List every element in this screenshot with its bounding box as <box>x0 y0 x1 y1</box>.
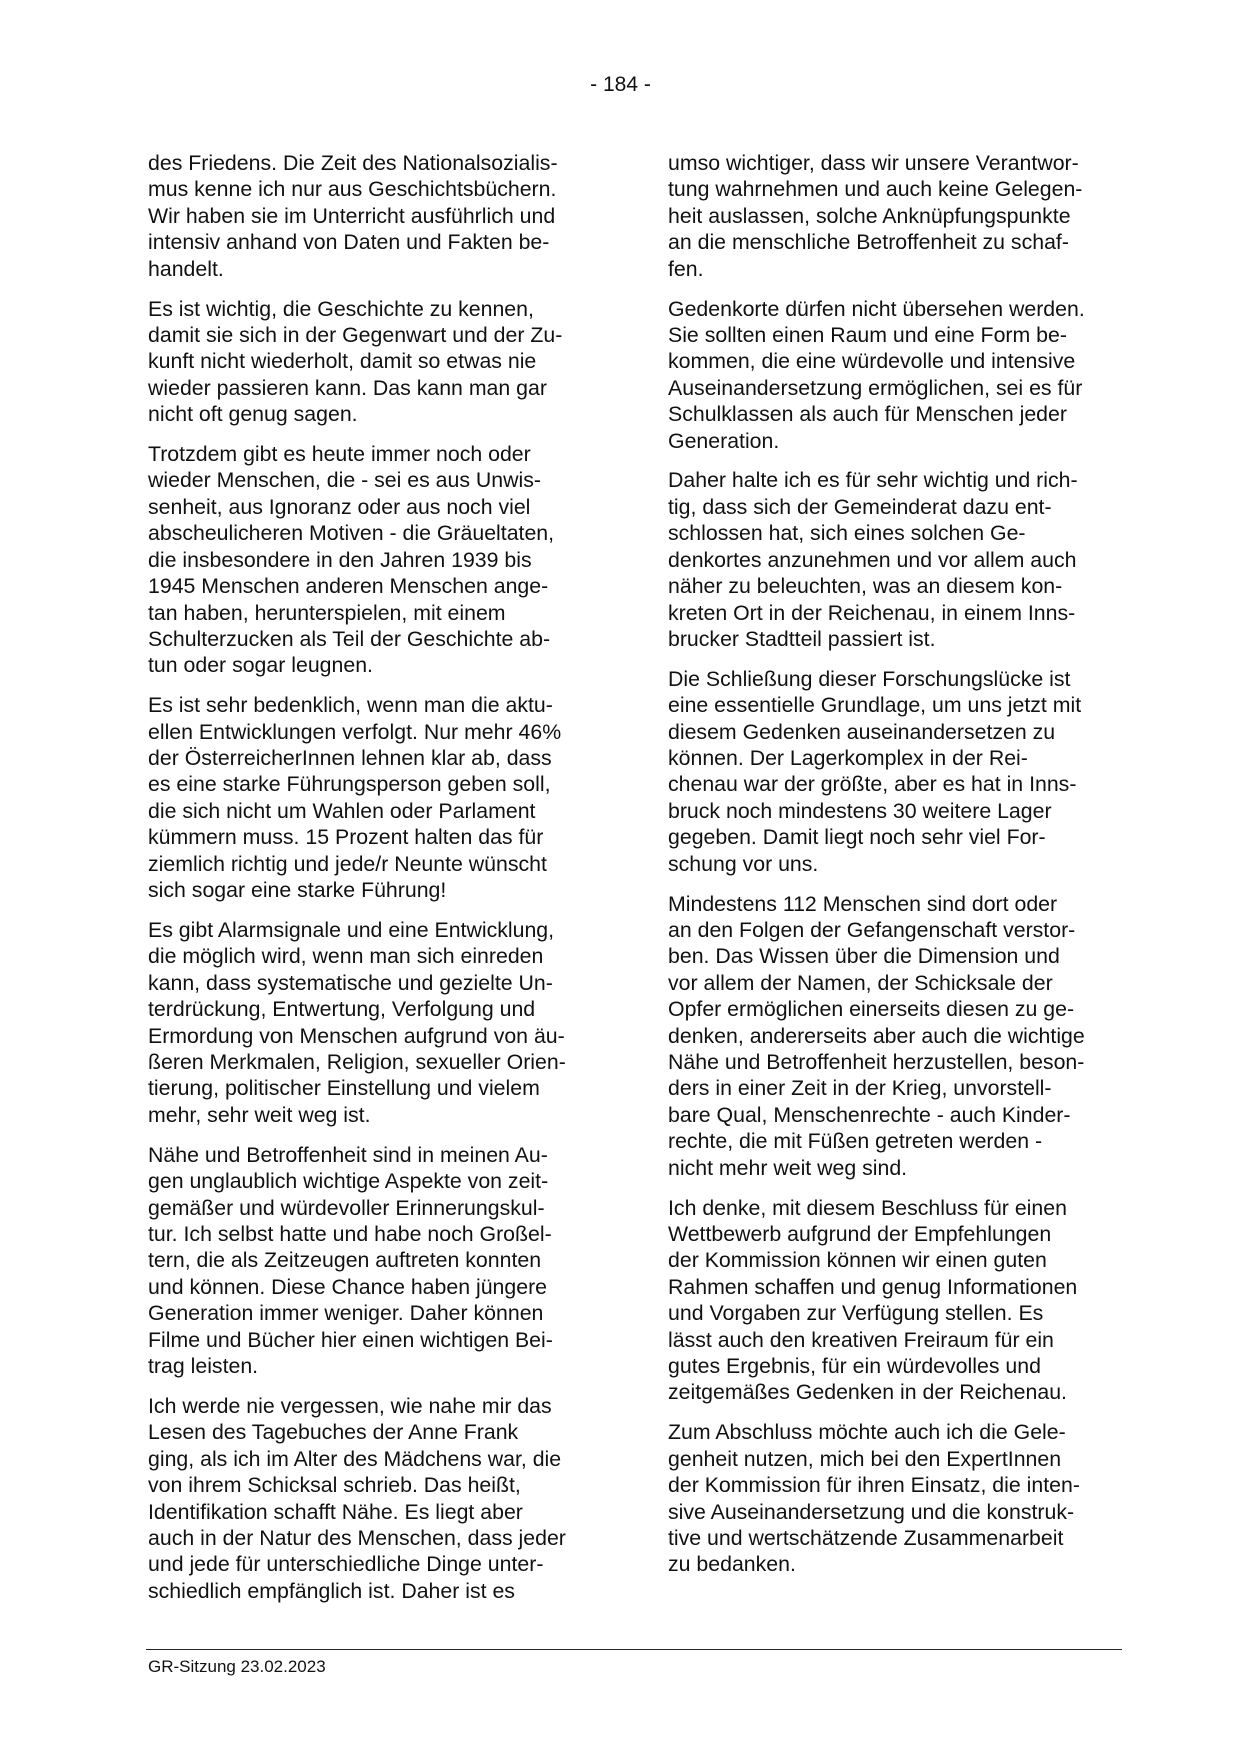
paragraph: Es gibt Alarmsignale und eine Entwicklung, die möglich wird, wenn man sich einreden kann, dass systematische und gezielte Un- terdrückung, Entwertung, Verfolgung und Ermordung von Menschen aufgrund von äu- ßeren Merkmalen, Religion, sexueller Orien- tierung, politischer Einstellung und vielem mehr, sehr weit weg ist. <box>148 917 566 1127</box>
paragraph: Gedenkorte dürfen nicht übersehen werden. Sie sollten einen Raum und eine Form be- kommen, die eine würdevolle und intensive Auseinandersetzung ermöglichen, sei es für Schulklassen als auch für Menschen jeder Generation. <box>668 296 1085 453</box>
paragraph: Mindestens 112 Menschen sind dort oder an den Folgen der Gefangenschaft verstor- ben. Das Wissen über die Dimension und vor allem der Namen, der Schicksale der Opfer ermöglichen einerseits diesen zu ge- denken, andererseits aber auch die wichtige Nähe und Betroffenheit herzustellen, beson- ders in einer Zeit in der Krieg, unvorstell- bare Qual, Menschenrechte - auch Kinder- rechte, die mit Füßen getreten werden - nicht mehr weit weg sind. <box>668 891 1085 1180</box>
paragraph: Zum Abschluss möchte auch ich die Gele- genheit nutzen, mich bei den ExpertInnen der Kommission für ihren Einsatz, die inten- sive Auseinandersetzung und die konstruk- tive und wertschätzende Zusammenarbeit zu bedanken. <box>668 1420 1080 1577</box>
paragraph: Es ist sehr bedenklich, wenn man die aktu- ellen Entwicklungen verfolgt. Nur mehr 46% der ÖsterreicherInnen lehnen klar ab, dass es eine starke Führungsperson geben soll, die sich nicht um Wahlen oder Parlament kümmern muss. 15 Prozent halten das für ziemlich richtig und jede/r Neunte wünscht sich sogar eine starke Führung! <box>148 693 562 903</box>
paragraph: des Friedens. Die Zeit des Nationalsozialis- mus kenne ich nur aus Geschichtsbüchern. Wir haben sie im Unterricht ausführlich und intensiv anhand von Daten und Fakten be- handelt. <box>148 151 558 281</box>
paragraph: Ich werde nie vergessen, wie nahe mir das Lesen des Tagebuches der Anne Frank ging, als ich im Alter des Mädchens war, die von ihrem Schicksal schrieb. Das heißt, Identifikation schafft Nähe. Es liegt aber auch in der Natur des Menschen, dass jeder und jede für unterschiedliche Dinge unter- schiedlich empfänglich ist. Daher ist es <box>148 1393 566 1603</box>
page-number: - 184 - <box>590 73 651 96</box>
paragraph: Nähe und Betroffenheit sind in meinen Au- gen unglaublich wichtige Aspekte von zeit- gemäßer und würdevoller Erinnerungskul- tur. Ich selbst hatte und habe noch Großel- tern, die als Zeitzeugen auftreten konnten und können. Diese Chance haben jüngere Generation immer weniger. Daher können Filme und Bücher hier einen wichtigen Bei- trag leisten. <box>148 1142 553 1378</box>
paragraph: Die Schließung dieser Forschungslücke ist eine essentielle Grundlage, um uns jetzt mit diesem Gedenken auseinandersetzen zu können. Der Lagerkomplex in der Rei- chenau war der größte, aber es hat in Inns- bruck noch mindestens 30 weitere Lager gegeben. Damit liegt noch sehr viel For- schung vor uns. <box>668 666 1082 876</box>
paragraph: Daher halte ich es für sehr wichtig und rich- tig, dass sich der Gemeinderat dazu ent- schlossen hat, sich eines solchen Ge- denkortes anzunehmen und vor allem auch näher zu beleuchten, was an diesem kon- kreten Ort in der Reichenau, in einem Inns- brucker Stadtteil passiert ist. <box>668 468 1078 651</box>
footer-session-label: GR-Sitzung 23.02.2023 <box>148 1657 326 1676</box>
paragraph: Ich denke, mit diesem Beschluss für einen Wettbewerb aufgrund der Empfehlungen der Kommission können wir einen guten Rahmen schaffen und genug Informationen und Vorgaben zur Verfügung stellen. Es lässt auch den kreativen Freiraum für ein gutes Ergebnis, für ein würdevolles und zeitgemäßes Gedenken in der Reichenau. <box>668 1195 1078 1405</box>
footer-divider <box>146 1649 1122 1650</box>
paragraph: Es ist wichtig, die Geschichte zu kennen, damit sie sich in der Gegenwart und der Zu- kunft nicht wiederholt, damit so etwas nie wieder passieren kann. Das kann man gar nicht oft genug sagen. <box>148 296 563 427</box>
paragraph: Trotzdem gibt es heute immer noch oder wieder Menschen, die - sei es aus Unwis- senheit, aus Ignoranz oder aus noch viel abscheulicheren Motiven - die Gräueltaten, die insbesondere in den Jahren 1939 bis 1945 Menschen anderen Menschen ange- tan haben, herunterspielen, mit einem Schulterzucken als Teil der Geschichte ab- tun oder sogar leugnen. <box>148 442 555 678</box>
left-column <box>148 150 598 1618</box>
paragraph: umso wichtiger, dass wir unsere Verantwor- tung wahrnehmen und auch keine Gelegen- heit auslassen, solche Anknüpfungspunkte an die menschliche Betroffenheit zu schaf- fen. <box>668 151 1083 281</box>
right-column <box>668 150 1118 1591</box>
